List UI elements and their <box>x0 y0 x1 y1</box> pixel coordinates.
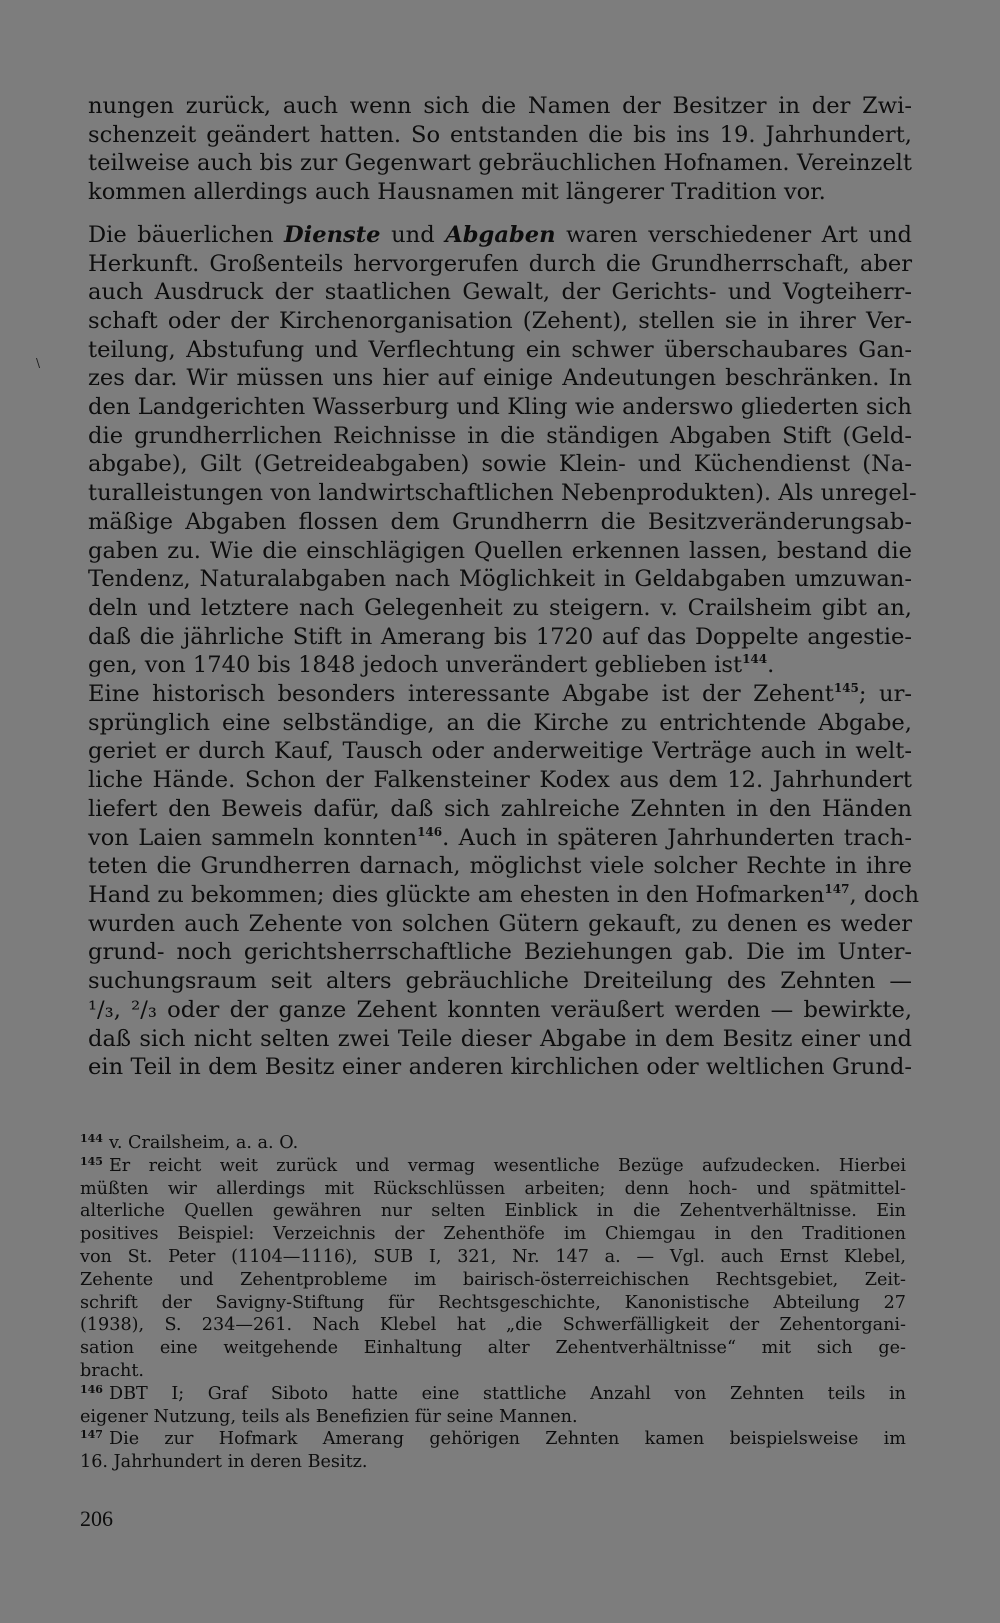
text-fragment: von Laien sammeln konnten <box>88 824 418 851</box>
text-line: teilung, Abstufung und Verflechtung ein schwer überschaubares Gan- <box>88 336 912 363</box>
text-line: sation eine weitgehende Einhaltung alter Zehentverhältnisse“ mit sich ge- <box>80 1338 906 1359</box>
text-line: schenzeit geändert hatten. So entstanden die bis ins 19. Jahrhundert, <box>88 121 912 148</box>
text-fragment: Hand zu bekommen; dies glückte am ehesten in den Hofmarken <box>88 881 825 908</box>
text-line: Herkunft. Großenteils hervorgerufen durch die Grundherrschaft, aber <box>88 250 912 277</box>
text-line: suchungsraum seit alters gebräuchliche Dreiteilung des Zehnten — <box>88 968 912 995</box>
text-line: die grundherrlichen Reichnisse in die ständigen Abgaben Stift (Geld- <box>88 422 912 449</box>
text-line: schrift der Savigny-Stiftung für Rechtsgeschichte, Kanonistische Abteilung 27 <box>80 1292 906 1313</box>
footnote-ref-144[interactable]: 144 <box>742 652 768 667</box>
footnote-144 <box>80 1132 906 1155</box>
footnote-147 <box>80 1428 906 1474</box>
text-line: kommen allerdings auch Hausnamen mit längerer Tradition vor. <box>88 179 826 206</box>
text-line: Tendenz, Naturalabgaben nach Möglichkeit in Geldabgaben umzuwan- <box>88 566 912 593</box>
text-line: geriet er durch Kauf, Tausch oder anderweitige Verträge auch in welt- <box>88 738 912 765</box>
text-line: zes dar. Wir müssen uns hier auf einige Andeutungen beschränken. In <box>88 365 912 392</box>
emphasis-dienste: Dienste <box>284 221 381 248</box>
text-line <box>88 824 912 853</box>
text-line: gaben zu. Wie die einschlägigen Quellen erkennen lassen, bestand die <box>88 537 912 564</box>
text-line: abgabe), Gilt (Getreideabgaben) sowie Klein- und Küchendienst (Na- <box>88 451 912 478</box>
text-fragment: DBT I; Graf Siboto hatte eine stattliche Anzahl von Zehnten teils in <box>108 1383 906 1404</box>
footnote-ref-147[interactable]: 147 <box>824 881 850 896</box>
text-line: den Landgerichten Wasserburg und Kling wie anderswo gliederten sich <box>88 394 912 421</box>
text-fragment: ; ur- <box>858 681 913 708</box>
text-line: grund- noch gerichtsherrschaftliche Beziehungen gab. Die im Unter- <box>88 939 912 966</box>
footnotes <box>80 1132 906 1474</box>
paragraph-2 <box>88 221 917 680</box>
text-line: nungen zurück, auch wenn sich die Namen der Besitzer in der Zwi- <box>88 93 912 119</box>
text-fragment: . Auch in späteren Jahrhunderten trach- <box>442 824 912 851</box>
text-line: ein Teil in dem Besitz einer anderen kirchlichen oder weltlichen Grund- <box>88 1054 912 1081</box>
text-fragment: Eine historisch besonders interessante Abgabe ist der Zehent <box>88 681 834 708</box>
footnote-number: 147 <box>80 1428 103 1442</box>
text-line: müßten wir allerdings mit Rückschlüssen arbeiten; denn hoch- und spätmittel- <box>80 1178 906 1199</box>
text-line: ¹/₃, ²/₃ oder der ganze Zehent konnten veräußert werden — bewirkte, <box>88 996 912 1023</box>
text-fragment: . <box>767 652 775 679</box>
text-line: alterliche Quellen gewähren nur selten Einblick in die Zehentverhältnisse. Ein <box>80 1201 906 1222</box>
text-line: mäßige Abgaben flossen dem Grundherrn die Besitzveränderungsab- <box>88 508 912 535</box>
text-fragment: , doch <box>849 881 920 908</box>
text-line: teten die Grundherren darnach, möglichst viele solcher Rechte in ihre <box>88 853 912 880</box>
text-line <box>88 680 912 709</box>
text-line: bracht. <box>80 1360 145 1381</box>
footnote-ref-145[interactable]: 145 <box>833 681 859 696</box>
text-line <box>80 1155 906 1178</box>
text-line: auch Ausdruck der staatlichen Gewalt, der Gerichts- und Vogteiherr- <box>88 279 912 306</box>
text-fragment: v. Crailsheim, a. a. O. <box>108 1133 299 1153</box>
footnote-ref-146[interactable]: 146 <box>417 824 443 839</box>
text-line: sprünglich eine selbständige, an die Kirche zu entrichtende Abgabe, <box>88 709 912 736</box>
stray-mark: \ <box>36 356 41 370</box>
text-line <box>88 651 912 680</box>
text-line: 16. Jahrhundert in deren Besitz. <box>80 1452 368 1473</box>
text-line: wurden auch Zehente von solchen Gütern gekauft, zu denen es weder <box>88 910 912 937</box>
paragraph-1 <box>88 92 912 207</box>
text-line: teilweise auch bis zur Gegenwart gebräuchlichen Hofnamen. Vereinzelt <box>88 150 912 177</box>
text-line: eigener Nutzung, teils als Benefizien für seine Mannen. <box>80 1406 578 1427</box>
text-line: daß die jährliche Stift in Amerang bis 1720 auf das Doppelte angestie- <box>88 623 912 650</box>
text-line: liefert den Beweis dafür, daß sich zahlreiche Zehnten in den Händen <box>88 795 912 822</box>
text-fragment: Er reicht weit zurück und vermag wesentliche Bezüge aufzudecken. Hierbei <box>108 1155 906 1176</box>
text-line: turalleistungen von landwirtschaftlichen Nebenprodukten). Als unregel- <box>88 480 917 507</box>
text-fragment: und <box>391 221 435 248</box>
text-line <box>80 1132 906 1155</box>
emphasis-abgaben: Abgaben <box>445 221 556 248</box>
text-line: von St. Peter (1104—1116), SUB I, 321, Nr. 147 a. — Vgl. auch Ernst Klebel, <box>80 1246 906 1267</box>
text-line <box>88 221 912 250</box>
text-fragment: Die zur Hofmark Amerang gehörigen Zehnten kamen beispielsweise im <box>108 1429 906 1450</box>
text-line: (1938), S. 234—261. Nach Klebel hat „die Schwerfälligkeit der Zehentorgani- <box>80 1315 906 1336</box>
text-line: daß sich nicht selten zwei Teile dieser Abgabe in dem Besitz einer und <box>88 1025 912 1052</box>
footnote-number: 146 <box>80 1382 103 1396</box>
footnote-146 <box>80 1383 906 1429</box>
footnote-number: 144 <box>80 1132 103 1145</box>
text-fragment: waren verschiedener Art und <box>566 221 912 248</box>
footnote-145 <box>80 1155 906 1383</box>
page-number: 206 <box>80 1506 113 1531</box>
text-line: liche Hände. Schon der Falkensteiner Kodex aus dem 12. Jahrhundert <box>88 767 912 794</box>
text-line: schaft oder der Kirchenorganisation (Zehent), stellen sie in ihrer Ver- <box>88 307 912 334</box>
text-line <box>80 1428 906 1451</box>
footnote-number: 145 <box>80 1154 103 1168</box>
text-line: positives Beispiel: Verzeichnis der Zehenthöfe im Chiemgau in den Traditionen <box>80 1224 906 1245</box>
text-line <box>80 1383 906 1406</box>
text-line <box>88 881 920 910</box>
text-fragment: Die bäuerlichen <box>88 221 274 248</box>
text-line: deln und letztere nach Gelegenheit zu steigern. v. Crailsheim gibt an, <box>88 594 912 621</box>
text-fragment: gen, von 1740 bis 1848 jedoch unverändert geblieben ist <box>88 652 743 679</box>
text-line: Zehente und Zehentprobleme im bairisch-österreichischen Rechtsgebiet, Zeit- <box>80 1269 906 1290</box>
main-text <box>88 92 920 1082</box>
paragraph-3 <box>88 680 920 1082</box>
